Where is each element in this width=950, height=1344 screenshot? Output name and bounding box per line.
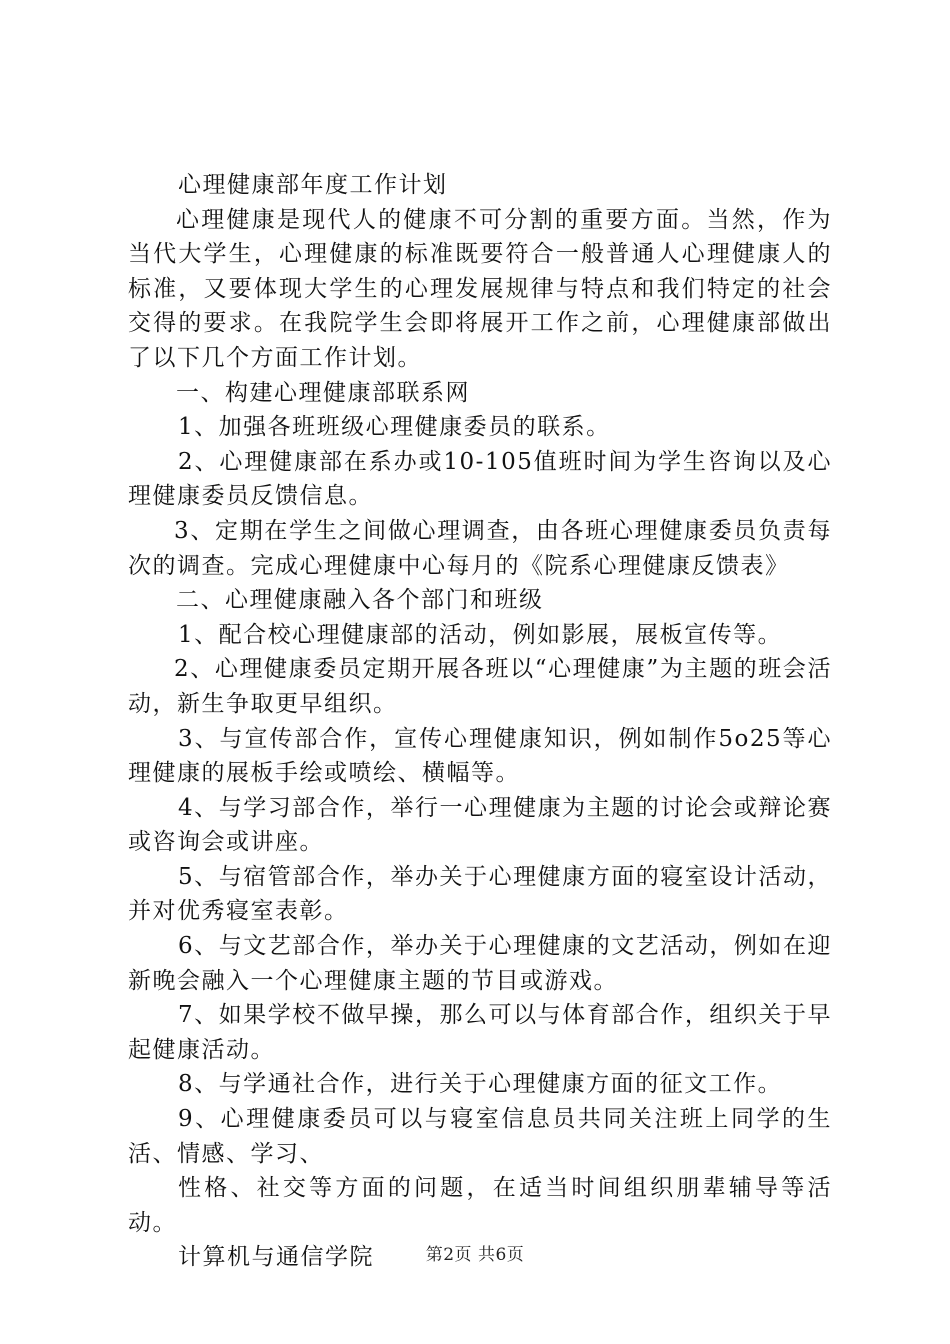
list-item: 3、定期在学生之间做心理调查，由各班心理健康委员负责每次的调查。完成心理健康中心每月的《院系心理健康反馈表》 [128,517,832,579]
list-item: 4、与学习部合作，举行一心理健康为主题的讨论会或辩论赛或咨询会或讲座。 [128,794,832,856]
list-item: 2、心理健康委员定期开展各班以“心理健康”为主题的班会活动，新生争取更早组织。 [128,656,832,717]
list-item-continuation: 性格、社交等方面的问题，在适当时间组织朋辈辅导等活动。 [128,1175,832,1236]
document-body [128,168,832,1275]
intro-paragraph: 心理健康是现代人的健康不可分割的重要方面。当然，作为当代大学生，心理健康的标准既要符合一般普通人心理健康人的标准，又要体现大学生的心理发展规律与特点和我们特定的社会交得的要求。在我院学生会即将展开工作之前，心理健康部做出了以下几个方面工作计划。 [128,206,832,371]
list-item: 5、与宿管部合作，举办关于心理健康方面的寝室设计活动，并对优秀寝室表彰。 [128,863,832,925]
list-item: 6、与文艺部合作，举办关于心理健康的文艺活动，例如在迎新晚会融入一个心理健康主题的节目或游戏。 [128,933,832,994]
signature-organization: 计算机与通信学院 [178,1244,374,1271]
list-item: 1、配合校心理健康部的活动，例如影展，展板宣传等。 [178,621,783,648]
section-heading-2: 二、心理健康融入各个部门和班级 [176,587,544,614]
list-item: 3、与宣传部合作，宣传心理健康知识，例如制作5o25等心理健康的展板手绘或喷绘、横幅等。 [128,725,832,787]
list-item: 2、心理健康部在系办或10-105值班时间为学生咨询以及心理健康委员反馈信息。 [128,448,832,510]
page-number-footer: 第2页 共6页 [425,1245,525,1265]
list-item: 9、心理健康委员可以与寝室信息员共同关注班上同学的生活、情感、学习、 [128,1106,832,1167]
section-heading-1: 一、构建心理健康部联系网 [176,379,470,406]
list-item: 1、加强各班班级心理健康委员的联系。 [178,414,611,441]
document-title: 心理健康部年度工作计划 [178,172,448,198]
list-item: 7、如果学校不做早操，那么可以与体育部合作，组织关于早起健康活动。 [128,1002,832,1063]
list-item: 8、与学通社合作，进行关于心理健康方面的征文工作。 [178,1071,783,1098]
